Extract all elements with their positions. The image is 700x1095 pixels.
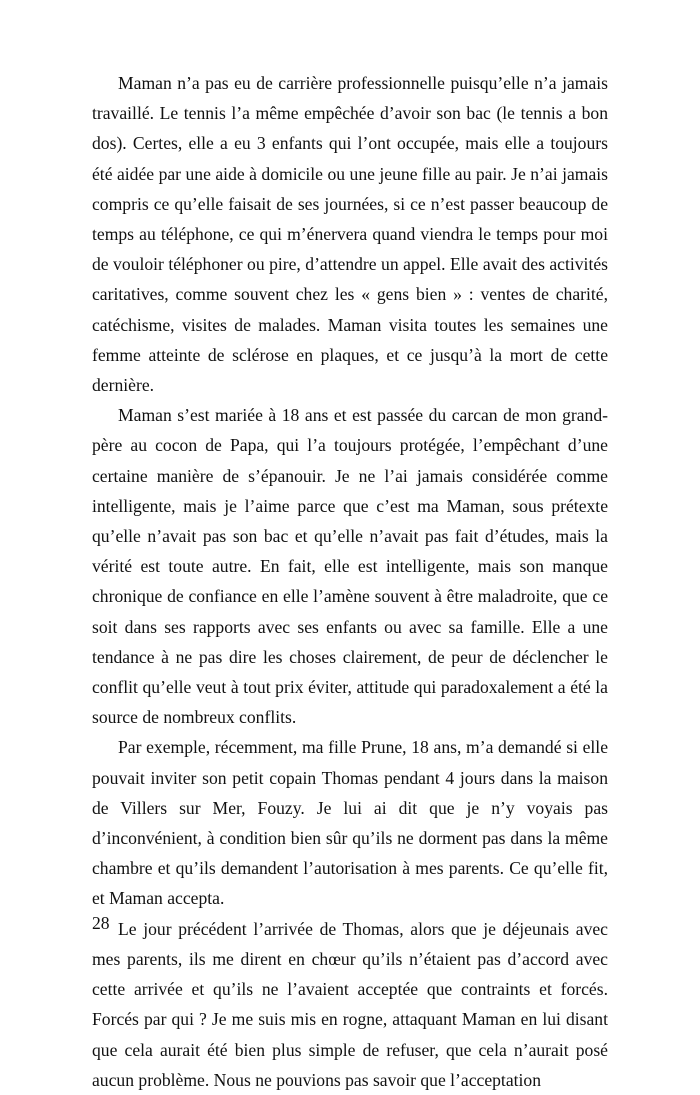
page-body bbox=[92, 68, 608, 1095]
paragraph-2: Maman s’est mariée à 18 ans et est passée du carcan de mon grand-père au cocon de Papa, qui l’a toujours protégée, l’empêchant d’une certaine manière de s’épanouir. Je ne l’ai jamais considérée comme intelligente, mais je l’aime parce que c’est ma Maman, sous prétexte qu’elle n’avait pas son bac et qu’elle n’avait pas fait d’études, mais la vérité est toute autre. En fait, elle est intelligente, mais son manque chronique de confiance en elle l’amène souvent à être maladroite, que ce soit dans ses rapports avec ses enfants ou avec sa famille. Elle a une tendance à ne pas dire les choses clairement, de peur de déclencher le conflit qu’elle veut à tout prix éviter, attitude qui paradoxalement a été la source de nombreux conflits. bbox=[92, 405, 608, 728]
paragraph-1: Maman n’a pas eu de carrière professionnelle puisqu’elle n’a jamais travaillé. Le tennis l’a même empêchée d’avoir son bac (le tennis a bon dos). Certes, elle a eu 3 enfants qui l’ont occupée, mais elle a toujours été aidée par une aide à domicile ou une jeune fille au pair. Je n’ai jamais compris ce qu’elle faisait de ses journées, si ce n’est passer beaucoup de temps au téléphone, ce qui m’énervera quand viendra le temps pour moi de vouloir téléphoner ou pire, d’attendre un appel. Elle avait des activités caritatives, comme souvent chez les « gens bien » : ventes de charité, catéchisme, visites de malades. Maman visita toutes les semaines une femme atteinte de sclérose en plaques, et ce jusqu’à la mort de cette dernière. bbox=[92, 73, 608, 396]
page-number: 28 bbox=[92, 913, 110, 933]
paragraph-4: Le jour précédent l’arrivée de Thomas, alors que je déjeunais avec mes parents, ils me dirent en chœur qu’ils n’étaient pas d’accord avec cette arrivée et qu’ils ne l’avaient acceptée que contraints et forcés. Forcés par qui ? Je me suis mis en rogne, attaquant Maman en lui disant que cela aurait été bien plus simple de refuser, que cela n’aurait posé aucun problème. Nous ne pouvions pas savoir que l’acceptation bbox=[92, 918, 608, 1090]
paragraph-3: Par exemple, récemment, ma fille Prune, 18 ans, m’a demandé si elle pouvait inviter son petit copain Thomas pendant 4 jours dans la maison de Villers sur Mer, Fouzy. Je lui ai dit que je n’y voyais pas d’inconvénient, à condition bien sûr qu’ils ne dorment pas dans la même chambre et qu’ils demandent l’autorisation à mes parents. Ce qu’elle fit, et Maman accepta. bbox=[92, 737, 608, 909]
